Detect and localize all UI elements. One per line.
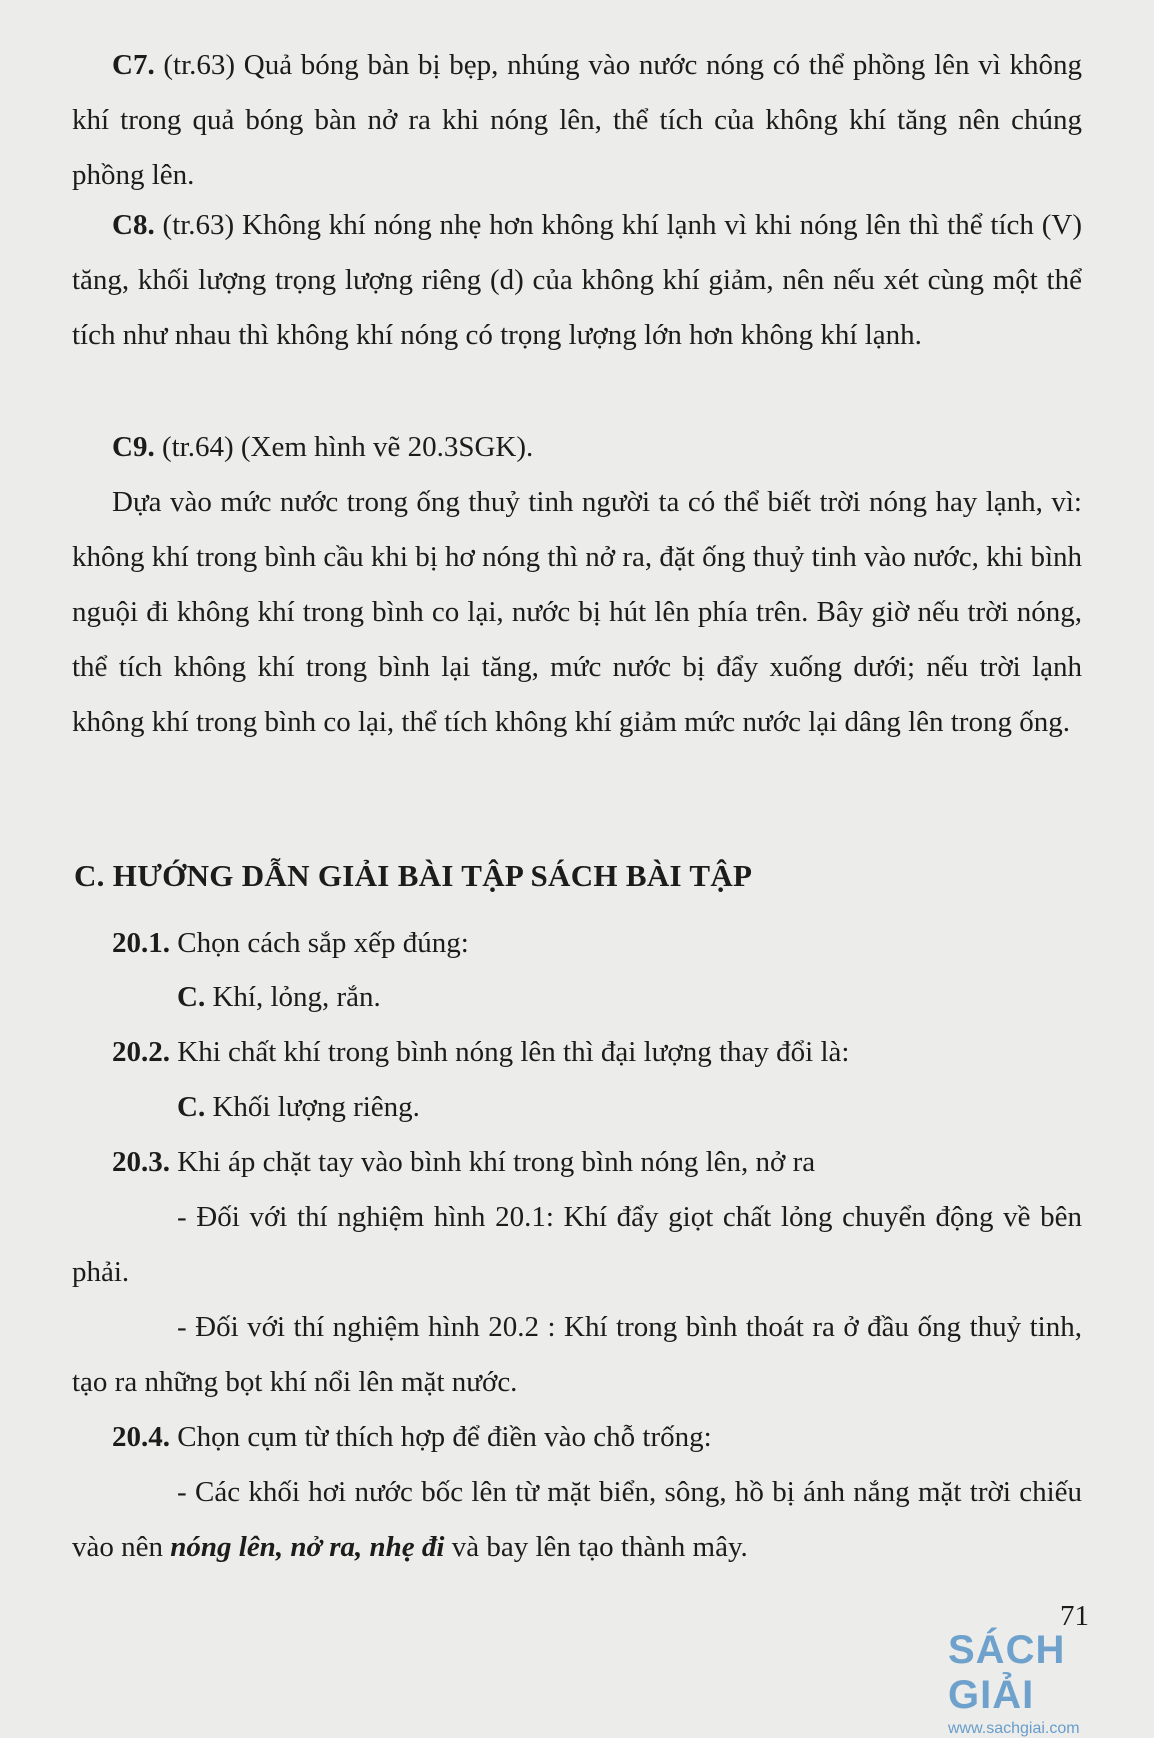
watermark-logo bbox=[948, 1628, 1148, 1738]
exercise-20-4 bbox=[72, 1410, 1082, 1465]
text-20-2: Khi chất khí trong bình nóng lên thì đại lượng thay đổi là: bbox=[170, 1036, 850, 1068]
label-c9: C9. bbox=[112, 431, 155, 463]
paragraph-c9 bbox=[72, 420, 1082, 475]
text-20-4: Chọn cụm từ thích hợp để điền vào chỗ trống: bbox=[170, 1421, 712, 1453]
label-c7: C7. bbox=[112, 49, 155, 81]
label-20-1: 20.1. bbox=[112, 927, 170, 959]
label-20-4: 20.4. bbox=[112, 1421, 170, 1453]
answer-20-1 bbox=[72, 970, 1082, 1025]
text-c7: (tr.63) Quả bóng bàn bị bẹp, nhúng vào nước nóng có thể phồng lên vì không khí trong quả bóng bàn nở ra khi nóng lên, thể tích của không khí tăng nên chúng phồng lên. bbox=[72, 49, 1082, 191]
answer-text-20-1: Khí, lỏng, rắn. bbox=[205, 981, 381, 1013]
watermark-url: www.sachgiai.com bbox=[948, 1720, 1080, 1737]
paragraph-c8 bbox=[72, 198, 1082, 363]
bullet-20-4-end: và bay lên tạo thành mây. bbox=[444, 1531, 748, 1563]
text-20-1: Chọn cách sắp xếp đúng: bbox=[170, 927, 469, 959]
answer-text-20-2: Khối lượng riêng. bbox=[205, 1091, 420, 1123]
exercise-20-3-bullet-2: - Đối với thí nghiệm hình 20.2 : Khí trong bình thoát ra ở đầu ống thuỷ tinh, tạo ra những bọt khí nổi lên mặt nước. bbox=[72, 1311, 1082, 1398]
exercise-20-2 bbox=[72, 1025, 1082, 1080]
label-20-2: 20.2. bbox=[112, 1036, 170, 1068]
text-c8: (tr.63) Không khí nóng nhẹ hơn không khí lạnh vì khi nóng lên thì thể tích (V) tăng, khối lượng trọng lượng riêng (d) của không khí giảm, nên nếu xét cùng một thể tích như nhau thì không khí nóng có trọng lượng lớn hơn không khí lạnh. bbox=[72, 209, 1082, 351]
answer-20-2 bbox=[72, 1080, 1082, 1135]
text-c9: (tr.64) (Xem hình vẽ 20.3SGK). bbox=[154, 431, 534, 463]
bullet-20-4-emphasis: nóng lên, nở ra, nhẹ đi bbox=[170, 1531, 445, 1563]
answer-label-20-2: C. bbox=[177, 1091, 206, 1123]
bullet-20-4-start: - Các khối hơi nước bốc lên từ mặt biển, sông, hồ bị ánh nắng mặt trời chiếu vào nên bbox=[72, 1476, 1082, 1563]
label-20-3: 20.3. bbox=[112, 1146, 170, 1178]
exercise-20-3-bullet-1: - Đối với thí nghiệm hình 20.1: Khí đẩy giọt chất lỏng chuyển động về bên phải. bbox=[72, 1201, 1082, 1288]
answer-label-20-1: C. bbox=[177, 981, 206, 1013]
exercise-20-4-bullet-1 bbox=[72, 1465, 1082, 1575]
paragraph-c9-body: Dựa vào mức nước trong ống thuỷ tinh người ta có thể biết trời nóng hay lạnh, vì: không khí trong bình cầu khi bị hơ nóng thì nở ra, đặt ống thuỷ tinh vào nước, khi bình nguội đi không khí trong bình co lại, nước bị hút lên phía trên. Bây giờ nếu trời nóng, thể tích không khí trong bình lại tăng, mức nước bị đẩy xuống dưới; nếu trời lạnh không khí trong bình co lại, thể tích không khí giảm mức nước lại dâng lên trong ống. bbox=[72, 486, 1082, 738]
page-number: 71 bbox=[1060, 1600, 1089, 1632]
label-c8: C8. bbox=[112, 209, 155, 241]
exercise-20-1 bbox=[72, 916, 1082, 971]
section-title: C. HƯỚNG DẪN GIẢI BÀI TẬP SÁCH BÀI TẬP bbox=[74, 858, 753, 893]
exercise-20-3 bbox=[72, 1135, 1082, 1190]
text-20-3: Khi áp chặt tay vào bình khí trong bình nóng lên, nở ra bbox=[170, 1146, 816, 1178]
watermark-brand: SÁCH GIẢI bbox=[948, 1628, 1066, 1717]
paragraph-c7 bbox=[72, 38, 1082, 203]
